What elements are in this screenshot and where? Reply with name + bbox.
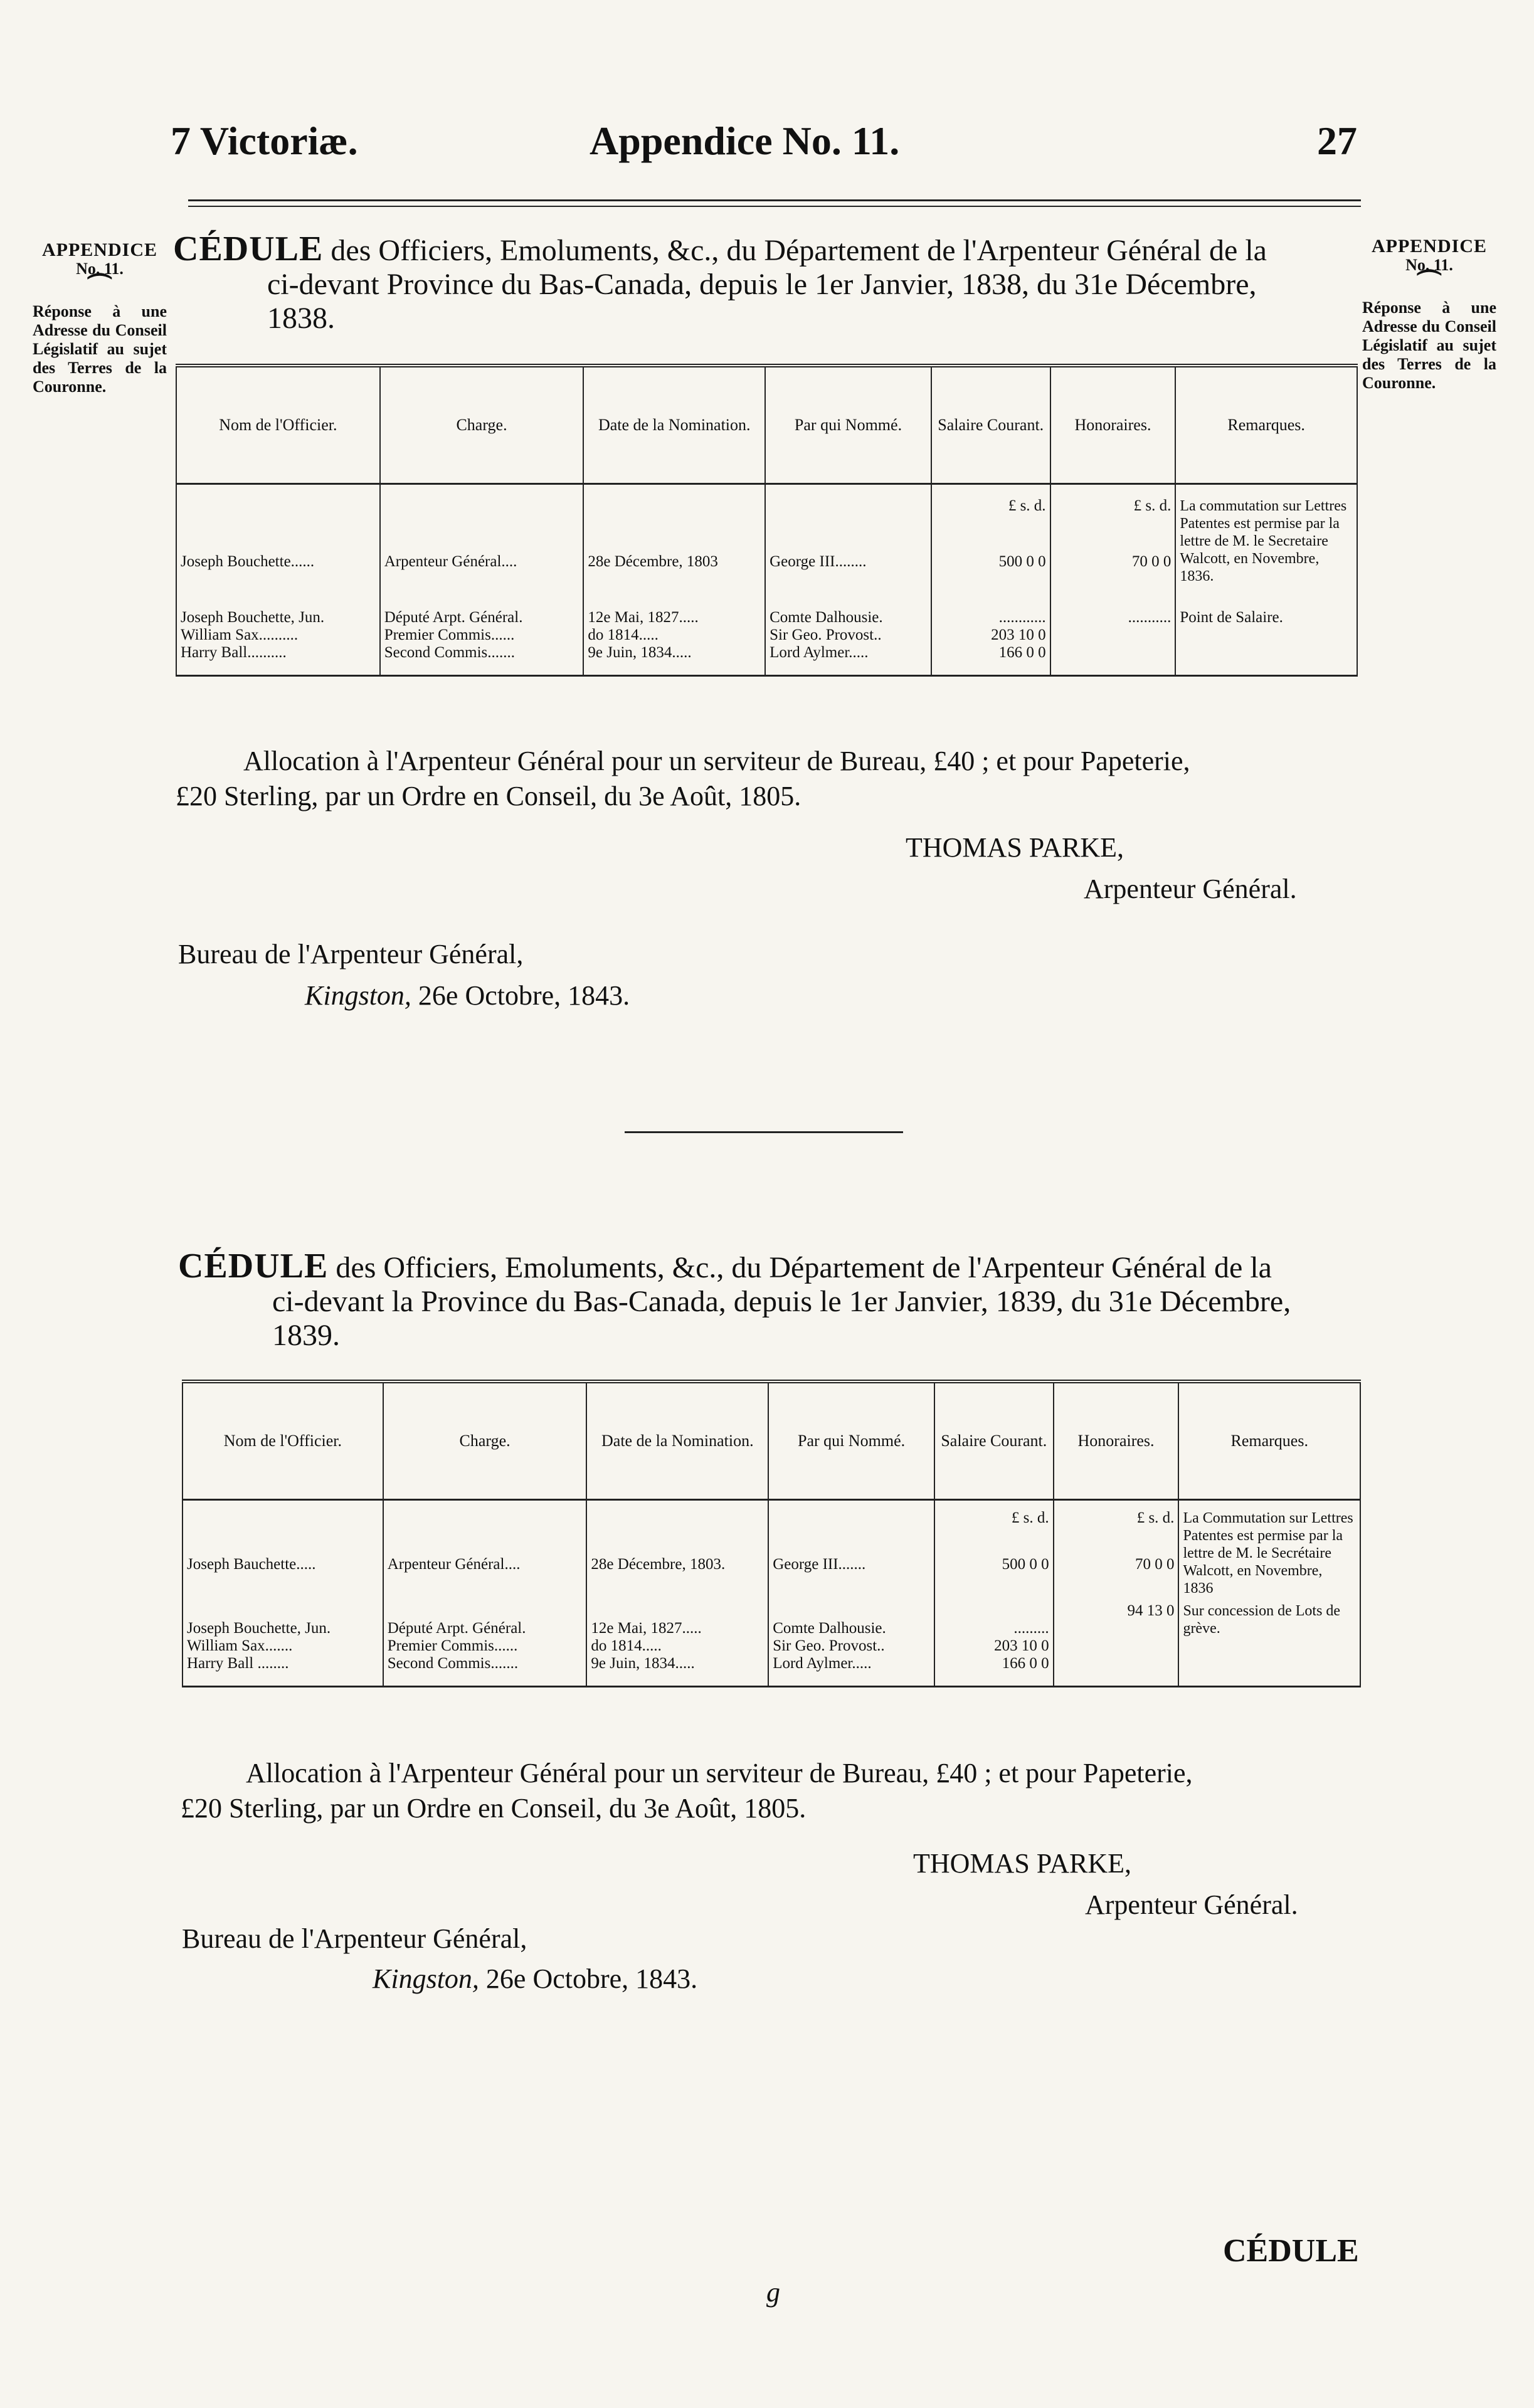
table-cell: 166 0 0 <box>934 1655 1054 1686</box>
table-cell: Lord Aylmer..... <box>768 1655 934 1686</box>
running-head-left: 7 Victoriæ. <box>171 119 358 163</box>
schedule-1-bureau: Bureau de l'Arpenteur Général, <box>178 939 524 969</box>
schedule-2-title-rest: des Officiers, Emoluments, &c., du Département de l'Arpenteur Général de la <box>336 1251 1272 1284</box>
table-cell <box>768 1602 934 1620</box>
table-cell: 70 0 0 <box>1050 515 1176 609</box>
schedule-1-title-lead: CÉDULE <box>173 230 324 268</box>
table-cell: 28e Décembre, 1803. <box>586 1527 768 1602</box>
table-cell: La Commutation sur Lettres Patentes est permise par la lettre de M. le Secrétaire Walcott, en Novembre, 1836 <box>1178 1500 1360 1603</box>
table-cell: Second Commis....... <box>380 644 584 675</box>
schedule-2-title-line3: 1839. <box>272 1319 340 1352</box>
table-row <box>182 1602 1360 1620</box>
col-charge: Charge. <box>383 1381 587 1500</box>
schedule-2-signatory-title: Arpenteur Général. <box>1085 1889 1298 1920</box>
col-nom: Nom de l'Officier. <box>176 366 380 484</box>
table-cell: Sur concession de Lots de grève. <box>1178 1602 1360 1686</box>
table-cell: William Sax.......... <box>176 626 380 644</box>
table-cell <box>1175 626 1357 644</box>
table-cell <box>1054 1620 1179 1637</box>
honoraires-money-head: £ s. d. <box>1054 1500 1179 1528</box>
table-cell: 12e Mai, 1827..... <box>583 609 765 626</box>
table-cell <box>182 1602 383 1620</box>
col-date: Date de la Nomination. <box>586 1381 768 1500</box>
table-cell: 94 13 0 <box>1054 1602 1179 1620</box>
brace-ornament: ⏜ <box>87 273 112 302</box>
schedule-2-bureau: Bureau de l'Arpenteur Général, <box>182 1923 527 1954</box>
table-cell: 500 0 0 <box>934 1527 1054 1602</box>
page-number: 27 <box>1317 119 1357 163</box>
schedule-2-title <box>178 1249 1370 1353</box>
table-cell: Comte Dalhousie. <box>768 1620 934 1637</box>
schedule-1-allocation-line2: £20 Sterling, par un Ordre en Conseil, du 3e Août, 1805. <box>176 781 801 811</box>
schedule-1-table <box>176 364 1358 677</box>
table-cell: La commutation sur Lettres Patentes est permise par la lettre de M. le Secretaire Walcott, en Novembre, 1836. <box>1175 484 1357 610</box>
table-cell: Député Arpt. Général. <box>383 1620 587 1637</box>
salaire-money-head: £ s. d. <box>931 484 1050 515</box>
col-remarques: Remarques. <box>1178 1381 1360 1500</box>
table-cell: Second Commis....... <box>383 1655 587 1686</box>
col-charge: Charge. <box>380 366 584 484</box>
schedule-2-title-line2: ci-devant la Province du Bas-Canada, depuis le 1er Janvier, 1839, du 31e Décembre, <box>272 1285 1291 1318</box>
margin-note-right <box>1362 237 1496 393</box>
section-divider <box>625 1131 903 1133</box>
col-remarques: Remarques. <box>1175 366 1357 484</box>
table-cell: 203 10 0 <box>934 1637 1054 1655</box>
header-rule-thin <box>188 206 1361 207</box>
schedule-1-title-line3: 1838. <box>267 302 335 335</box>
table-cell: ......... <box>934 1620 1054 1637</box>
schedule-2-allocation-line2: £20 Sterling, par un Ordre en Conseil, du 3e Août, 1805. <box>181 1793 807 1824</box>
schedule-2-title-lead: CÉDULE <box>178 1247 329 1286</box>
table-cell: Sir Geo. Provost.. <box>765 626 931 644</box>
margin-note-left-number: No. 11. <box>76 260 124 278</box>
table-cell: William Sax....... <box>182 1637 383 1655</box>
col-salaire: Salaire Courant. <box>931 366 1050 484</box>
table-cell: Comte Dalhousie. <box>765 609 931 626</box>
table-cell: ........... <box>1050 609 1176 626</box>
table-cell: Joseph Bouchette...... <box>176 515 380 609</box>
schedule-1-title-rest: des Officiers, Emoluments, &c., du Département de l'Arpenteur Général de la <box>331 234 1267 267</box>
margin-note-right-body: Réponse à une Adresse du Conseil Législatif au sujet des Terres de la Couronne. <box>1362 298 1496 392</box>
table-cell <box>1054 1655 1179 1686</box>
table-cell: 9e Juin, 1834..... <box>583 644 765 675</box>
table-cell: Point de Salaire. <box>1175 609 1357 626</box>
table-cell <box>383 1602 587 1620</box>
table-cell: Sir Geo. Provost.. <box>768 1637 934 1655</box>
col-salaire: Salaire Courant. <box>934 1381 1054 1500</box>
table-cell <box>934 1602 1054 1620</box>
table-cell <box>1050 644 1176 675</box>
salaire-money-head: £ s. d. <box>934 1500 1054 1528</box>
table-row <box>176 609 1357 626</box>
schedule-1-signatory: THOMAS PARKE, <box>906 832 1124 863</box>
table-cell: Harry Ball.......... <box>176 644 380 675</box>
col-par: Par qui Nommé. <box>768 1381 934 1500</box>
table-cell: Député Arpt. Général. <box>380 609 584 626</box>
margin-note-right-head: APPENDICE <box>1371 236 1487 256</box>
honoraires-money-head: £ s. d. <box>1050 484 1176 515</box>
schedule-2-date: 26e Octobre, 1843. <box>485 1963 698 1994</box>
schedule-1-place-date <box>305 980 630 1011</box>
brace-ornament: ⏜ <box>1417 270 1442 298</box>
table-row <box>176 626 1357 644</box>
table-header-row <box>176 366 1357 484</box>
margin-note-right-number: No. 11. <box>1405 256 1453 274</box>
table-cell: Harry Ball ........ <box>182 1655 383 1686</box>
running-head-center: Appendice No. 11. <box>590 119 900 163</box>
table-cell: do 1814..... <box>583 626 765 644</box>
table-cell <box>1050 626 1176 644</box>
schedule-1-title-line2: ci-devant Province du Bas-Canada, depuis le 1er Janvier, 1838, du 31e Décembre, <box>267 268 1257 301</box>
table-cell: Premier Commis...... <box>383 1637 587 1655</box>
catchword: CÉDULE <box>1223 2233 1359 2269</box>
table-cell: 166 0 0 <box>931 644 1050 675</box>
table-cell: ............ <box>931 609 1050 626</box>
table-cell: 9e Juin, 1834..... <box>586 1655 768 1686</box>
table-cell: 203 10 0 <box>931 626 1050 644</box>
col-honoraires: Honoraires. <box>1050 366 1176 484</box>
margin-note-left-body: Réponse à une Adresse du Conseil Législatif au sujet des Terres de la Couronne. <box>33 302 167 396</box>
col-par: Par qui Nommé. <box>765 366 931 484</box>
schedule-1-allocation-line1: Allocation à l'Arpenteur Général pour un serviteur de Bureau, £40 ; et pour Papeterie, <box>243 746 1190 776</box>
table-cell: Arpenteur Général.... <box>380 515 584 609</box>
table-cell: Joseph Bouchette, Jun. <box>182 1620 383 1637</box>
table-cell <box>1175 644 1357 675</box>
money-heading-row <box>182 1500 1360 1528</box>
table-cell: 12e Mai, 1827..... <box>586 1620 768 1637</box>
table-cell <box>1054 1637 1179 1655</box>
table-header-row <box>182 1381 1360 1500</box>
table-cell: Arpenteur Général.... <box>383 1527 587 1602</box>
schedule-2-signatory: THOMAS PARKE, <box>913 1848 1132 1879</box>
col-date: Date de la Nomination. <box>583 366 765 484</box>
table-cell: Joseph Bouchette, Jun. <box>176 609 380 626</box>
table-cell: Joseph Bauchette..... <box>182 1527 383 1602</box>
schedule-1-date: 26e Octobre, 1843. <box>418 980 630 1011</box>
money-heading-row <box>176 484 1357 515</box>
schedule-2-allocation-line1: Allocation à l'Arpenteur Général pour un serviteur de Bureau, £40 ; et pour Papeterie, <box>246 1758 1193 1788</box>
table-cell: George III....... <box>768 1527 934 1602</box>
table-cell: Premier Commis...... <box>380 626 584 644</box>
margin-note-left-head: APPENDICE <box>41 240 157 260</box>
margin-note-left <box>33 241 167 396</box>
signature-mark: g <box>766 2277 780 2308</box>
schedule-1-place: Kingston, <box>305 980 411 1011</box>
table-cell: 70 0 0 <box>1054 1527 1179 1602</box>
table-cell <box>586 1602 768 1620</box>
schedule-2-place-date <box>373 1963 697 1995</box>
table-row <box>176 644 1357 675</box>
col-nom: Nom de l'Officier. <box>182 1381 383 1500</box>
table-cell: 28e Décembre, 1803 <box>583 515 765 609</box>
table-cell: George III........ <box>765 515 931 609</box>
schedule-1-title <box>173 232 1365 335</box>
schedule-2-place: Kingston, <box>373 1963 479 1994</box>
table-cell: do 1814..... <box>586 1637 768 1655</box>
schedule-2-table <box>182 1380 1361 1687</box>
col-honoraires: Honoraires. <box>1054 1381 1179 1500</box>
header-rule <box>188 199 1361 201</box>
table-cell: 500 0 0 <box>931 515 1050 609</box>
table-cell: Lord Aylmer..... <box>765 644 931 675</box>
schedule-1-signatory-title: Arpenteur Général. <box>1084 874 1297 904</box>
